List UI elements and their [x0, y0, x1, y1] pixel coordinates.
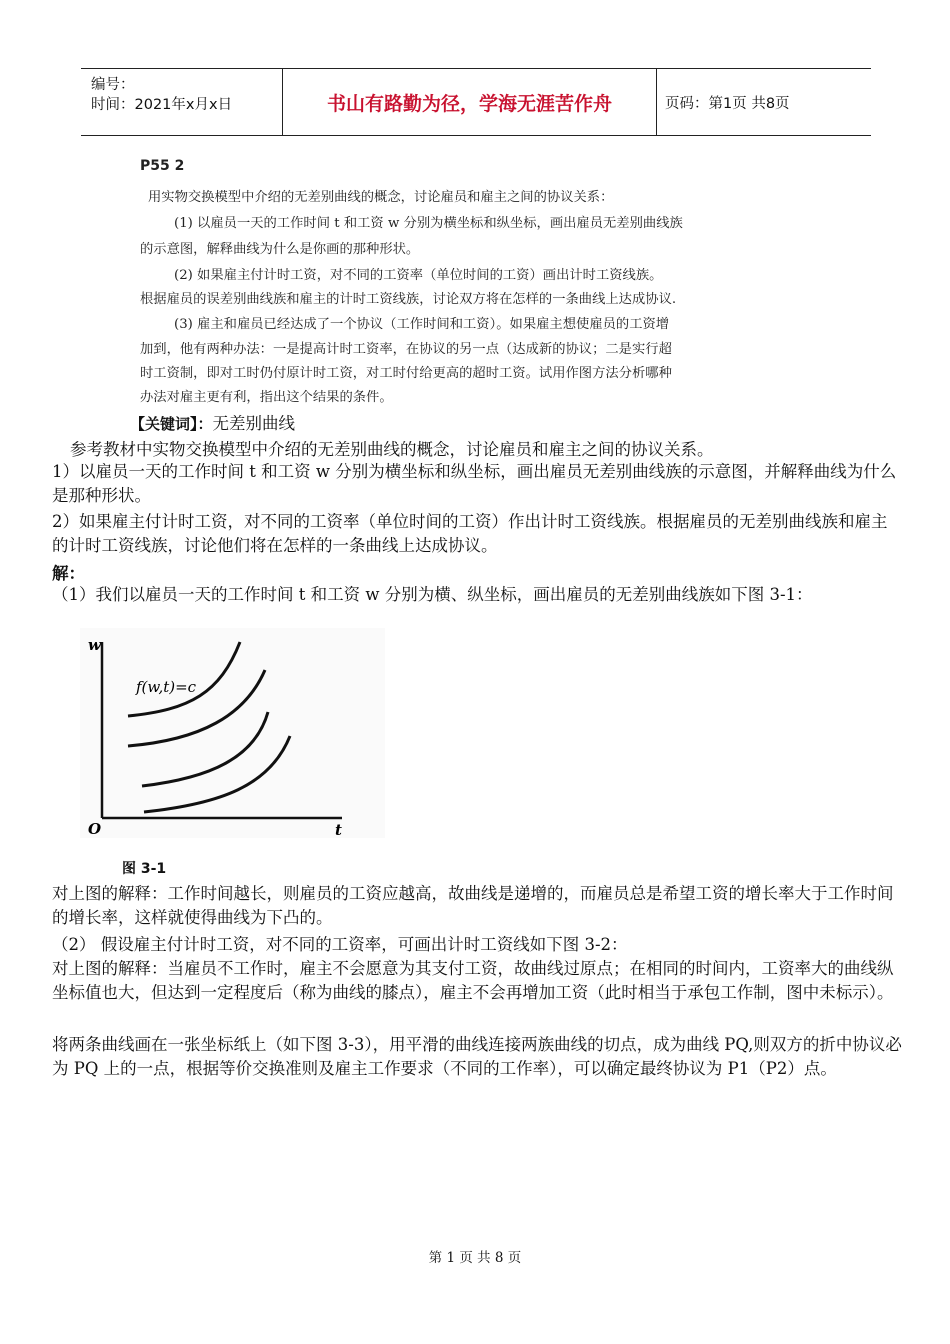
problem-ref: P55 2 — [140, 158, 185, 174]
header-page-info: 页码：第1页 共8页 — [665, 95, 790, 112]
problem-line: 加到，他有两种办法：一是提高计时工资率，在协议的另一点（达成新的协议；二是实行超 — [140, 342, 672, 357]
paragraph-intro: 参考教材中实物交换模型中介绍的无差别曲线的概念，讨论雇员和雇主之间的协议关系。 — [70, 440, 714, 459]
paragraph-conclusion: 将两条曲线画在一张坐标纸上（如下图 3-3），用平滑的曲线连接两族曲线的切点，成为曲线 PQ,则双方的折中协议必为 PQ 上的一点，根据等价交换准则及雇主工作要求（不同的工作率），可以确定最终协议为 P1（P2）点。 — [52, 1035, 902, 1078]
header-meta — [81, 69, 283, 135]
paragraph-question-1: 1）以雇员一天的工作时间 t 和工资 w 分别为横坐标和纵坐标，画出雇员无差别曲线族的示意图，并解释曲线为什么是那种形状。 — [52, 462, 897, 505]
paragraph-answer-1: （1）我们以雇员一天的工作时间 t 和工资 w 分别为横、纵坐标，画出雇员的无差别曲线族如下图 3-1： — [52, 585, 813, 604]
origin-label: O — [88, 820, 102, 838]
problem-line: (1) 以雇员一天的工作时间 t 和工资 w 分别为横坐标和纵坐标，画出雇员无差别曲线族 — [174, 216, 683, 231]
x-axis-label: t — [335, 821, 342, 838]
problem-line: 办法对雇主更有利，指出这个结果的条件。 — [140, 390, 393, 405]
problem-line: 时工资制，即对工时仍付原计时工资，对工时付给更高的超时工资。试用作图方法分析哪种 — [140, 366, 672, 381]
keywords-label: 【关键词】： — [130, 415, 213, 433]
solution-label: 解： — [52, 564, 85, 583]
paragraph-question-2: 2）如果雇主付计时工资，对不同的工资率（单位时间的工资）作出计时工资线族。根据雇员的无差别曲线族和雇主的计时工资线族，讨论他们将在怎样的一条曲线上达成协议。 — [52, 512, 888, 555]
problem-line: 用实物交换模型中介绍的无差别曲线的概念，讨论雇员和雇主之间的协议关系： — [148, 190, 614, 205]
paragraph-explanation-2: 对上图的解释：当雇员不工作时，雇主不会愿意为其支付工资，故曲线过原点；在相同的时间内，工资率大的曲线纵坐标值也大，但达到一定程度后（称为曲线的膝点），雇主不会再增加工资（此时相当于承包工作制，图中未标示）。 — [52, 959, 894, 1002]
paragraph-answer-2: （2） 假设雇主付计时工资，对不同的工资率，可画出计时工资线如下图 3-2： — [52, 935, 628, 954]
keywords — [130, 410, 950, 434]
indifference-curves-figure — [80, 628, 385, 838]
page-footer: 第 1 页 共 8 页 — [428, 1250, 522, 1266]
problem-line: (2) 如果雇主付计时工资，对不同的工资率（单位时间的工资）画出计时工资线族。 — [174, 268, 663, 283]
page-header — [81, 68, 871, 136]
number-label: 编号： — [91, 77, 135, 93]
date-label: 时间：2021年x月x日 — [91, 97, 233, 113]
problem-line: 根据雇员的误差别曲线族和雇主的计时工资线族，讨论双方将在怎样的一条曲线上达成协议. — [140, 292, 677, 307]
problem-line: 的示意图，解释曲线为什么是你画的那种形状。 — [140, 242, 420, 257]
curve-label: f(w,t)=c — [136, 678, 197, 696]
header-motto: 书山有路勤为径，学海无涯苦作舟 — [283, 69, 657, 135]
problem-line: (3) 雇主和雇员已经达成了一个协议（工作时间和工资）。如果雇主想使雇员的工资增 — [174, 317, 670, 332]
keywords-value: 无差别曲线 — [212, 414, 296, 433]
figure-caption: 图 3-1 — [122, 861, 167, 877]
y-axis-label: w — [88, 636, 101, 654]
paragraph-explanation-1: 对上图的解释：工作时间越长，则雇员的工资应越高，故曲线是递增的，而雇员总是希望工资的增长率大于工作时间的增长率，这样就使得曲线为下凸的。 — [52, 884, 894, 927]
